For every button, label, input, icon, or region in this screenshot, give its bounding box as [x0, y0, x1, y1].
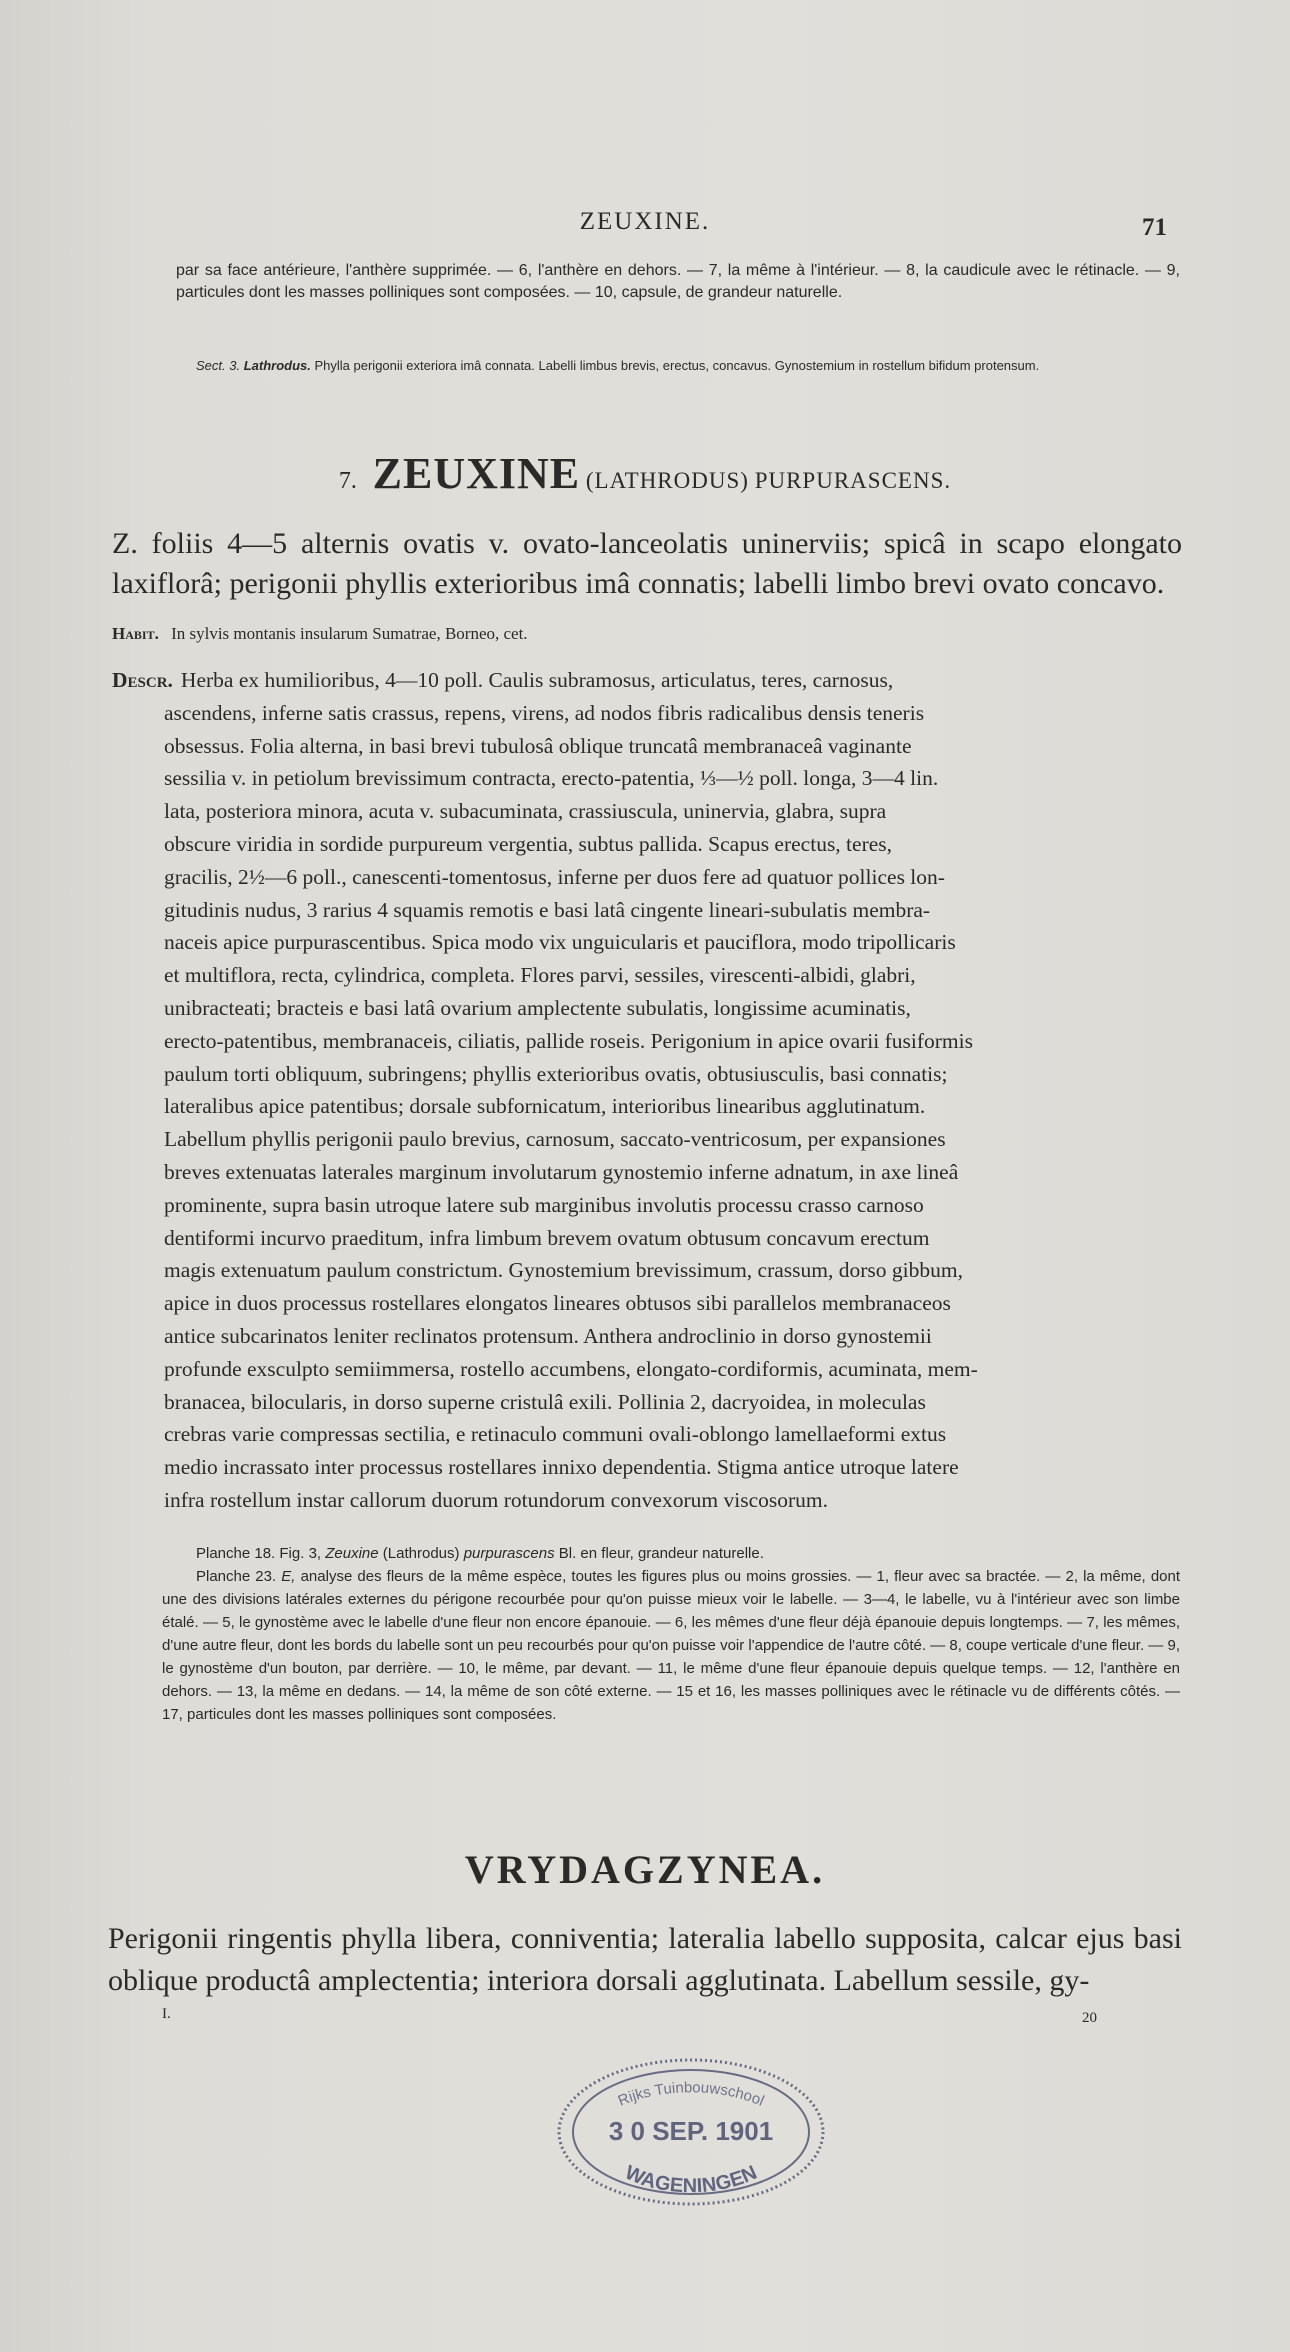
description-line: breves extenuatas laterales marginum involutarum gynostemio inferne adnatum, in axe lineâ	[164, 1159, 959, 1184]
description-label: Descr.	[112, 668, 173, 692]
description-line: crebras varie compressas sectilia, e retinaculo communi ovali-oblongo lamellaeformi extus	[164, 1422, 947, 1447]
stamp-top-text: Rijks Tuinbouwschool	[615, 2079, 767, 2110]
species-heading	[0, 448, 1290, 499]
description-line: et multiflora, recta, cylindrica, completa. Flores parvi, sessiles, virescenti-albidi, glabri,	[164, 963, 916, 988]
signature-left: I.	[162, 2006, 171, 2022]
section-genus: Lathrodus.	[243, 358, 311, 373]
description-line: obscure viridia in sordide purpureum vergentia, subtus pallida. Scapus erectus, teres,	[164, 831, 893, 856]
library-stamp-graphic	[552, 2054, 830, 2210]
species-genus: ZEUXINE	[372, 449, 581, 498]
next-genus-heading: VRYDAGZYNEA.	[464, 1847, 826, 1892]
habitat-label: Habit.	[112, 624, 159, 643]
description-line: lateralibus apice patentibus; dorsale subfornicatum, interioribus linearibus agglutinatum.	[164, 1094, 926, 1119]
section-text: Phylla perigonii exteriora imâ connata. Labelli limbus brevis, erectus, concavus. Gynostemium in rostellum bifidum protensum.	[314, 358, 1040, 373]
running-title: ZEUXINE.	[579, 208, 711, 235]
page-number: 71	[1142, 214, 1167, 241]
description-line: branacea, bilocularis, in dorso superne cristulâ exili. Pollinia 2, dacryoidea, in moleculas	[164, 1389, 926, 1414]
description-line: gitudinis nudus, 3 rarius 4 squamis remotis e basi latâ cingente lineari-subulatis membra-	[164, 897, 931, 922]
description-line: ascendens, inferne satis crassus, repens, virens, ad nodos fibris radicalibus densis teneris	[164, 700, 925, 725]
description-line: naceis apice purpurascentibus. Spica modo vix unguicularis et pauciflora, modo tripollicaris	[164, 930, 956, 955]
previous-plate-caption: par sa face antérieure, l'anthère supprimée. — 6, l'anthère en dehors. — 7, la même à l'intérieur. — 8, la caudicule avec le rétinacle. — 9, particules dont les masses polliniques sont composées. — 10, capsule, de grandeur naturelle.	[176, 262, 1180, 301]
description-line: antice subcarinatos leniter reclinatos protensum. Anthera androclinio in dorso gynostemii	[164, 1323, 932, 1348]
species-diagnosis: Z. foliis 4—5 alternis ovatis v. ovato-lanceolatis uninerviis; spicâ in scapo elongato laxiflorâ; perigonii phyllis exterioribus imâ connatis; labelli limbo brevi ovato concavo.	[112, 527, 1182, 600]
description-line: Labellum phyllis perigonii paulo brevius, carnosum, saccato-ventricosum, per expansiones	[164, 1127, 946, 1152]
species-number: 7.	[338, 468, 357, 494]
plate-caption-2: Planche 23. E, analyse des fleurs de la même espèce, toutes les figures plus ou moins grossies. — 1, fleur avec sa bractée. — 2, la même, dont une des divisions latérales externes du périgone recourbée pour qu'on puisse mieux voir le labelle. — 3—4, le labelle, vu à l'intérieur avec son limbe étalé. — 5, le gynostème avec le labelle d'une fleur non encore épanouie. — 6, les mêmes d'une fleur déjà épanouie depuis longtemps. — 7, les mêmes, d'une autre fleur, dont les bords du labelle sont un peu recourbés pour qu'on puisse voir l'appendice de l'autre côté. — 8, coupe verticale d'une fleur. — 9, le gynostème d'un bouton, par derrière. — 10, le même, par devant. — 11, le même d'une fleur épanouie depuis quelque temps. — 12, l'anthère en dehors. — 13, la même en dedans. — 14, la même de son côté externe. — 15 et 16, les masses polliniques avec le rétinacle vu de différents côtés. — 17, particules dont les masses polliniques sont composées.	[162, 1568, 1181, 1723]
habitat	[112, 622, 1182, 646]
description-line: infra rostellum instar callorum duorum rotundorum convexorum viscosorum.	[164, 1487, 828, 1512]
plate-figure-letter: E,	[281, 1568, 296, 1585]
description-line: obsessus. Folia alterna, in basi brevi tubulosâ oblique truncatâ membranaceâ vaginante	[164, 733, 912, 758]
plate-genus: Zeuxine	[325, 1545, 379, 1562]
library-stamp	[552, 2054, 830, 2210]
description-line: magis extenuatum paulum constrictum. Gynostemium brevissimum, crassum, dorso gibbum,	[164, 1258, 963, 1283]
description-line: apice in duos processus rostellares elongatos lineares obtusos sibi parallelos membranaceos	[164, 1291, 951, 1316]
species-epithet: PURPURASCENS.	[754, 468, 952, 493]
description-line: paulum torti obliquum, subringens; phyllis exterioribus ovatis, obtusiusculis, basi connatis;	[164, 1061, 948, 1086]
description	[112, 664, 1182, 1517]
section-note	[196, 356, 1180, 376]
description-line: sessilia v. in petiolum brevissimum contracta, erecto-patentia, ⅓—½ poll. longa, 3—4 lin.	[164, 766, 939, 791]
description-line: Descr. Herba ex humilioribus, 4—10 poll. Caulis subramosus, articulatus, teres, carnosus,	[112, 668, 894, 692]
description-line: dentiformi incurvo praeditum, infra limbum brevem ovatum obtusum concavum erectum	[164, 1225, 930, 1250]
description-line: medio incrassato inter processus rostellares innixo dependentia. Stigma antice utroque latere	[164, 1455, 959, 1480]
plate-captions	[162, 1542, 1180, 1726]
species-subgenus: (LATHRODUS)	[585, 468, 749, 493]
plate-caption-1: Planche 18. Fig. 3, Zeuxine (Lathrodus) purpurascens Bl. en fleur, grandeur naturelle.	[196, 1545, 764, 1562]
section-label: Sect. 3.	[196, 358, 241, 373]
signature-right: 20	[1082, 2010, 1097, 2026]
description-line: lata, posteriora minora, acuta v. subacuminata, crassiuscula, uninervia, glabra, supra	[164, 799, 887, 824]
description-line: profunde exsculpto semiimmersa, rostello accumbens, elongato-cordiformis, acuminata, mem-	[164, 1356, 978, 1381]
description-line: unibracteati; bracteis e basi latâ ovarium amplectente subulatis, longissime acuminatis,	[164, 995, 911, 1020]
description-line: gracilis, 2½—6 poll., canescenti-tomentosus, inferne per duos fere ad quatuor pollices lon-	[164, 864, 945, 889]
stamp-bottom-text: WAGENINGEN	[621, 2161, 761, 2198]
description-line: erecto-patentibus, membranaceis, ciliatis, pallide roseis. Perigonium in apice ovarii fusiformis	[164, 1028, 974, 1053]
stamp-date: 3 0 SEP. 1901	[608, 2116, 774, 2146]
habitat-text: In sylvis montanis insularum Sumatrae, Borneo, cet.	[171, 624, 528, 643]
plate-species: purpurascens	[463, 1545, 555, 1562]
next-genus-description: Perigonii ringentis phylla libera, conniventia; lateralia labello supposita, calcar ejus basi oblique productâ amplectentia; interiora dorsali agglutinata. Labellum sessile, gy-	[108, 1922, 1182, 1997]
description-line: prominente, supra basin utroque latere sub marginibus involutis processu crasso carnoso	[164, 1192, 924, 1217]
